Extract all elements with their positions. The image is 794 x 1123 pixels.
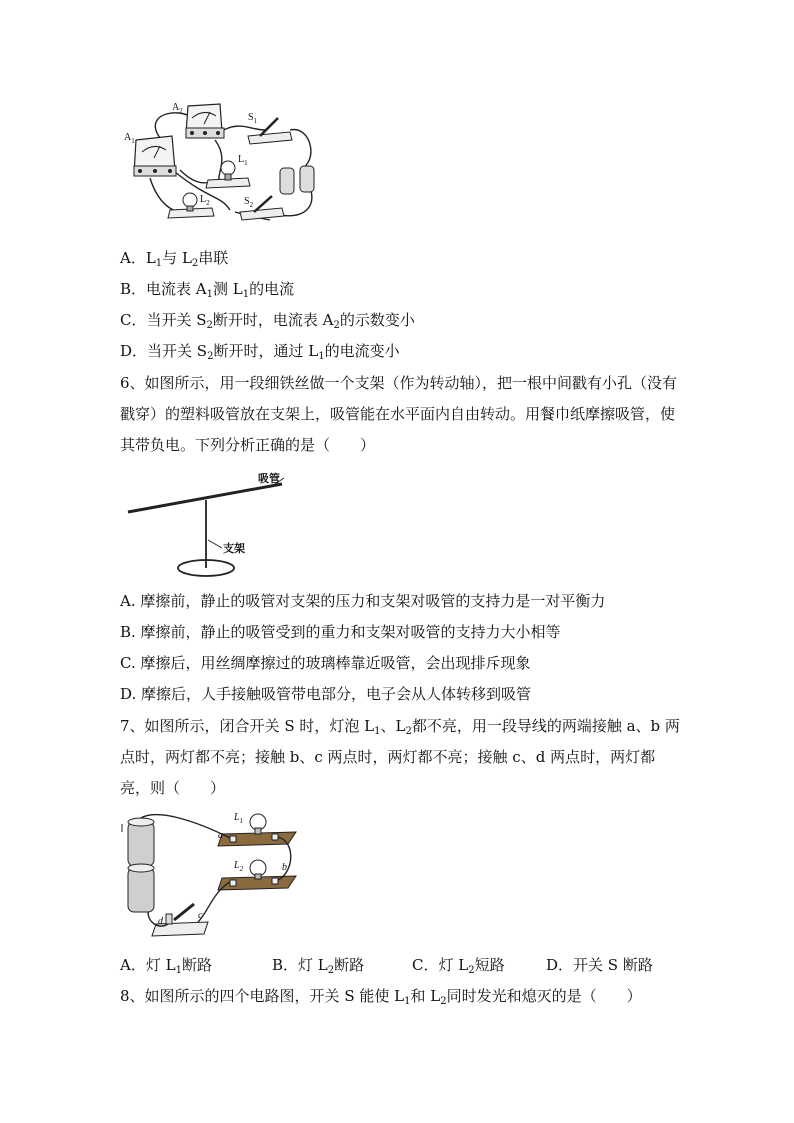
straw-label: 吸管 <box>258 472 280 485</box>
q7-option-d: D．开关 S 断路 <box>546 956 653 974</box>
label-l2: $L_2$ <box>200 194 210 207</box>
ammeter-a1 <box>134 136 176 176</box>
q7-option-c: C．灯 $L_2$短路 <box>412 956 505 976</box>
fig7-label-l1: $L_1$ <box>234 812 244 825</box>
q6-straw-figure <box>122 470 292 580</box>
battery <box>280 166 314 194</box>
ammeter-a2 <box>186 104 224 138</box>
q6-option-d: D. 摩擦后，人手接触吸管带电部分，电子会从人体转移到吸管 <box>120 685 532 703</box>
label-l1: $L_1$ <box>238 154 248 167</box>
q7-circuit-figure <box>118 812 303 944</box>
q7-stem: 7、如图所示，闭合开关 S 时，灯泡 $L_1$、$L_2$都不亮，用一段导线的两端接触 a、b 两点时，两灯都不亮；接触 b、c 两点时，两灯都不亮；接触 c、d 两点时，两灯都亮，则（ ） <box>120 717 680 797</box>
point-c-label: c <box>198 910 203 921</box>
q7-option-a: A．灯 $L_1$断路 <box>120 956 212 976</box>
q5-option-d: D．当开关 $S_2$断开时，通过 $L_1$的电流变小 <box>120 342 400 362</box>
point-b-label: b <box>282 862 287 873</box>
label-a2: $A_2$ <box>172 102 183 115</box>
point-a-label: a <box>218 830 223 841</box>
q5-option-b: B．电流表 $A_1$测 $L_1$的电流 <box>120 280 295 300</box>
q7-option-b: B．灯 $L_2$断路 <box>272 956 365 976</box>
stand-label: 支架 <box>223 542 245 555</box>
label-s1: $S_1$ <box>248 112 258 125</box>
q7-options <box>120 955 653 975</box>
q6-stem: 6、如图所示，用一段细铁丝做一个支架（作为转动轴），把一根中间戳有小孔（没有戳穿）的塑料吸管放在支架上，吸管能在水平面内自由转动。用餐巾纸摩擦吸管，使其带负电。下列分析正确的是（ ） <box>120 374 678 454</box>
q5-circuit-figure <box>120 100 335 232</box>
q6-option-c: C. 摩擦后，用丝绸摩擦过的玻璃棒靠近吸管，会出现排斥现象 <box>120 654 531 672</box>
q6-option-b: B. 摩擦前，静止的吸管受到的重力和支架对吸管的支持力大小相等 <box>120 623 561 641</box>
q8-stem: 8、如图所示的四个电路图，开关 S 能使 $L_1$和 $L_2$同时发光和熄灭的是（ ） <box>120 987 642 1007</box>
q6-option-a: A. 摩擦前，静止的吸管对支架的压力和支架对吸管的支持力是一对平衡力 <box>120 592 606 610</box>
q5-option-a: A．$L_1$与 $L_2$串联 <box>120 249 229 269</box>
q5-option-c: C．当开关 $S_2$断开时，电流表 $A_2$的示数变小 <box>120 311 415 331</box>
label-s2: $S_2$ <box>244 196 254 209</box>
fig7-label-l2: $L_2$ <box>234 860 244 873</box>
point-d-label: d <box>158 916 163 927</box>
label-a1: $A_1$ <box>124 132 135 145</box>
